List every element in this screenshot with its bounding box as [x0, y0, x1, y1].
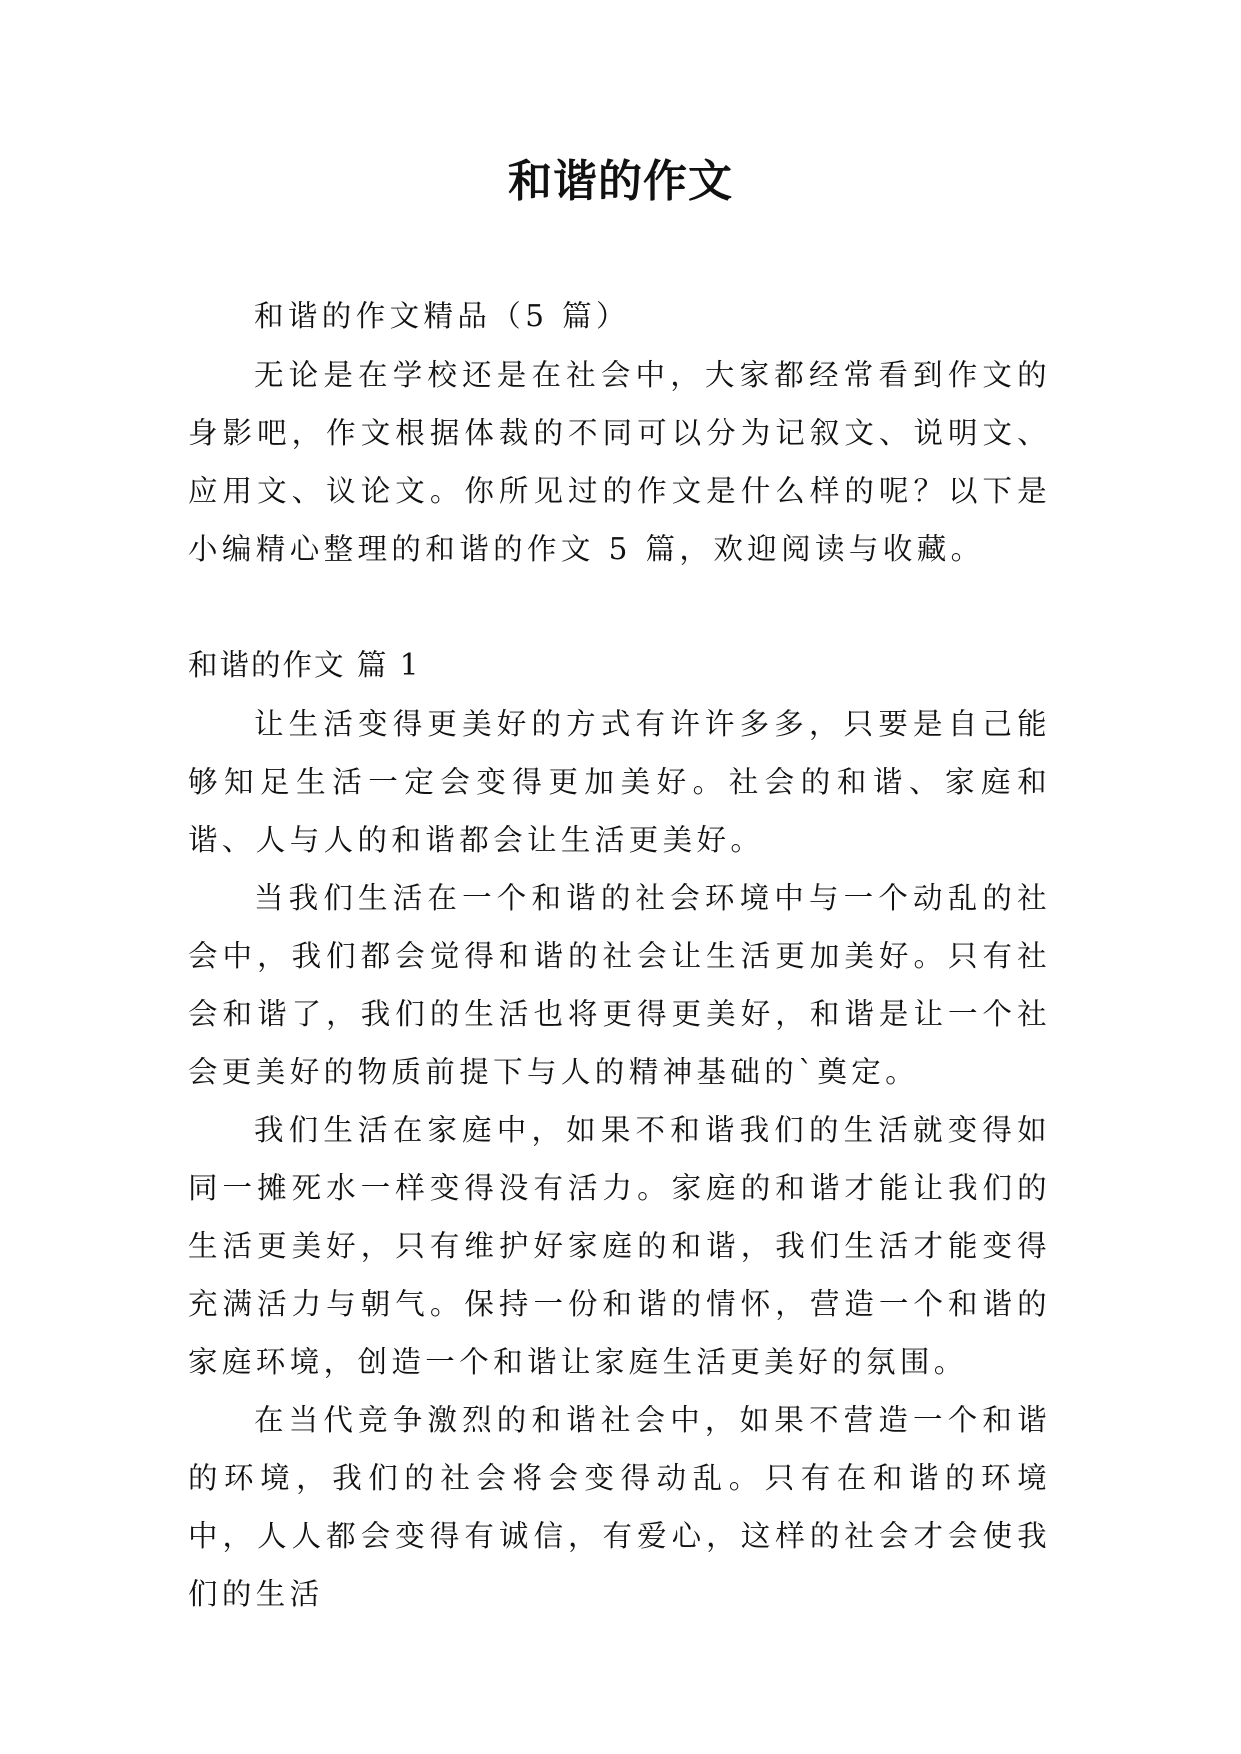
body-paragraph: 在当代竞争激烈的和谐社会中，如果不营造一个和谐的环境，我们的社会将会变得动乱。只有在和谐的环境中，人人都会变得有诚信，有爱心，这样的社会才会使我们的生活	[188, 1403, 1051, 1611]
intro-paragraph: 无论是在学校还是在社会中，大家都经常看到作文的身影吧，作文根据体裁的不同可以分为记叙文、说明文、应用文、议论文。你所见过的作文是什么样的呢？以下是小编精心整理的和谐的作文 5 篇，欢迎阅读与收藏。	[188, 358, 1051, 566]
section-heading: 和谐的作文 篇 1	[188, 648, 421, 682]
body-paragraph: 我们生活在家庭中，如果不和谐我们的生活就变得如同一摊死水一样变得没有活力。家庭的和谐才能让我们的生活更美好，只有维护好家庭的和谐，我们生活才能变得充满活力与朝气。保持一份和谐的情怀，营造一个和谐的家庭环境，创造一个和谐让家庭生活更美好的氛围。	[188, 1113, 1051, 1379]
document-title: 和谐的作文	[508, 156, 733, 207]
body-paragraph: 让生活变得更美好的方式有许许多多，只要是自己能够知足生活一定会变得更加美好。社会的和谐、家庭和谐、人与人的和谐都会让生活更美好。	[188, 707, 1051, 857]
section-body	[188, 695, 1051, 1623]
document-subtitle: 和谐的作文精品（5 篇）	[254, 299, 630, 333]
body-paragraph: 当我们生活在一个和谐的社会环境中与一个动乱的社会中，我们都会觉得和谐的社会让生活更加美好。只有社会和谐了，我们的生活也将更得更美好，和谐是让一个社会更美好的物质前提下与人的精神基础的`奠定。	[188, 881, 1051, 1089]
